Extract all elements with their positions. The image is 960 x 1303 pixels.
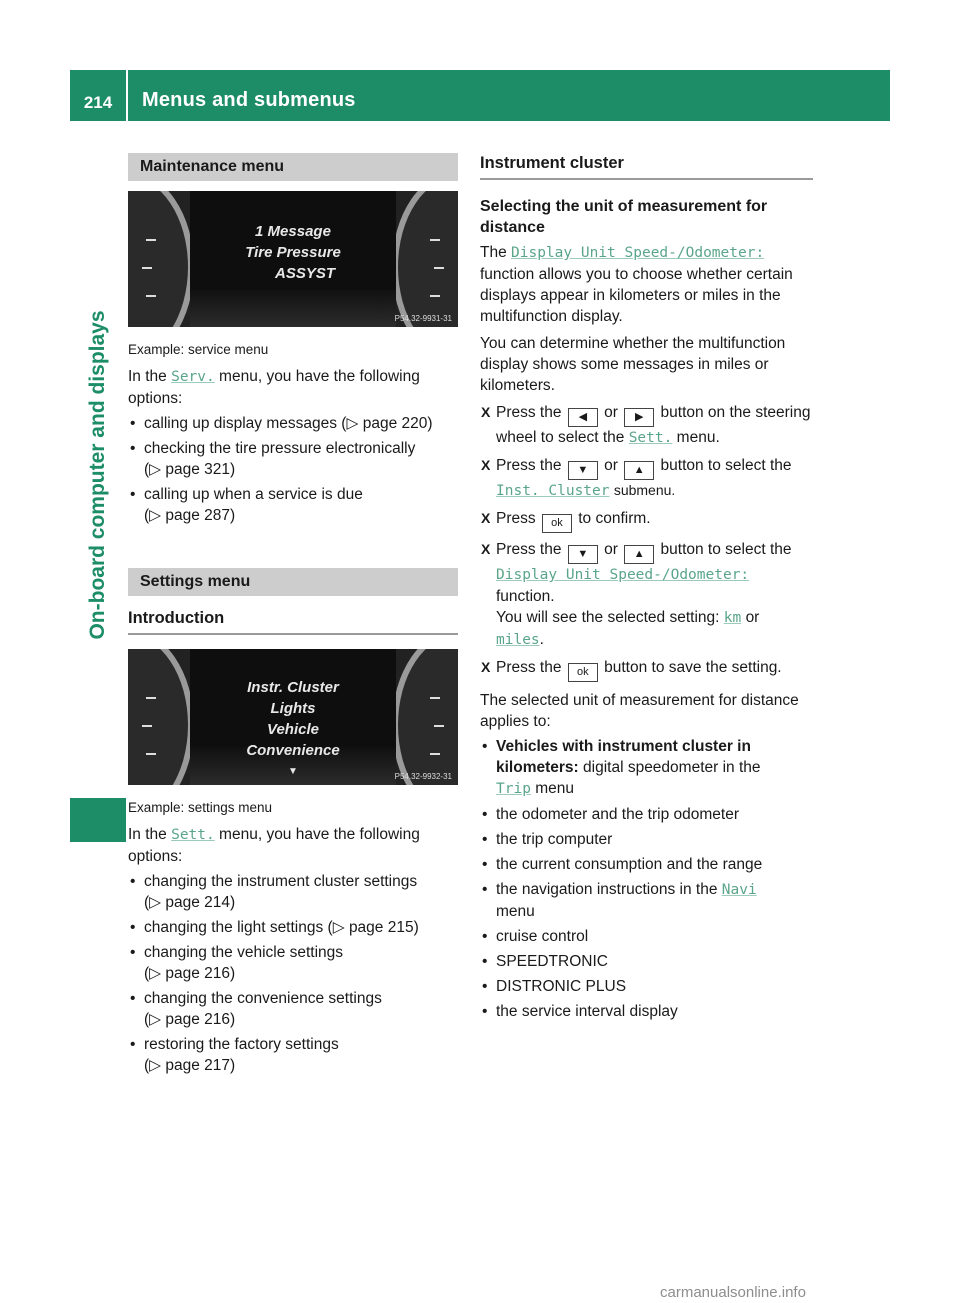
settings-menu-caption: Example: settings menu xyxy=(128,800,273,815)
side-chapter-label: On-board computer and displays xyxy=(86,310,109,640)
display-line-4: Convenience xyxy=(246,742,340,759)
down-arrow-key-icon: ▼ xyxy=(568,461,598,480)
display-line-3: ASSYST xyxy=(274,265,335,282)
display-line-1: Instr. Cluster xyxy=(247,679,339,696)
display-line-2: Tire Pressure xyxy=(245,244,341,261)
list-item: • the odometer and the trip odometer xyxy=(480,804,813,825)
up-arrow-key-icon: ▲ xyxy=(624,545,654,564)
list-item: • DISTRONIC PLUS xyxy=(480,976,813,997)
list-item: • Vehicles with instrument cluster in kilometers: digital speedometer in the Trip menu xyxy=(480,736,813,800)
right-gauge xyxy=(392,191,458,327)
service-menu-caption: Example: service menu xyxy=(128,342,269,357)
service-menu-image xyxy=(128,191,458,327)
scroll-down-icon: ▼ xyxy=(288,766,298,777)
display-line-2: Lights xyxy=(270,700,316,717)
step-1: X Press the ◀ or ▶ button on the steering wheel to select the Sett. menu. xyxy=(480,402,813,449)
list-item: • changing the convenience settings (▷ page 216) xyxy=(128,988,458,1030)
introduction-heading: Introduction xyxy=(128,608,458,635)
unit-paragraph-2: You can determine whether the multifunction display shows some messages in miles or kilometers. xyxy=(480,335,786,394)
ok-key-icon: ok xyxy=(568,663,598,682)
list-item: • the service interval display xyxy=(480,1001,813,1022)
image-code: P54.32-9932-31 xyxy=(394,772,452,781)
down-arrow-key-icon: ▼ xyxy=(568,545,598,564)
page-title: Menus and submenus xyxy=(142,89,356,111)
display-line-3: Vehicle xyxy=(267,721,319,738)
left-gauge xyxy=(128,191,194,327)
left-column xyxy=(128,153,458,1076)
page-number: 214 xyxy=(83,93,113,112)
applies-paragraph: The selected unit of measurement for distance applies to: xyxy=(480,692,799,730)
list-item: • the navigation instructions in the Navi menu xyxy=(480,879,813,922)
settings-menu-image xyxy=(128,649,458,785)
list-item: • calling up when a service is due (▷ page 287) xyxy=(128,484,458,526)
maintenance-menu-heading: Maintenance menu xyxy=(128,153,458,181)
list-item: • calling up display messages (▷ page 220) xyxy=(128,413,458,434)
list-item: • cruise control xyxy=(480,926,813,947)
watermark: carmanualsonline.info xyxy=(660,1284,806,1301)
list-item: • restoring the factory settings (▷ page 217) xyxy=(128,1034,458,1076)
ok-key-icon: ok xyxy=(542,514,572,533)
service-menu-intro: In the Serv. menu, you have the following options: xyxy=(128,368,420,407)
right-column xyxy=(480,153,813,1022)
list-item: • the current consumption and the range xyxy=(480,854,813,875)
step-5: X Press the ok button to save the setting. xyxy=(480,657,813,682)
unit-paragraph-1: The Display Unit Speed-/Odometer: function allows you to choose whether certain displays appear in kilometers or miles in the multifunction display. xyxy=(480,244,793,325)
display-line-1: 1 Message xyxy=(255,223,331,240)
unit-selection-subheading: Selecting the unit of measurement for distance xyxy=(480,198,768,236)
up-arrow-key-icon: ▲ xyxy=(624,461,654,480)
left-arrow-key-icon: ◀ xyxy=(568,408,598,427)
side-tab-marker xyxy=(70,798,126,842)
step-3: X Press ok to confirm. xyxy=(480,508,813,533)
right-arrow-key-icon: ▶ xyxy=(624,408,654,427)
settings-menu-intro: In the Sett. menu, you have the following options: xyxy=(128,826,420,865)
settings-menu-heading: Settings menu xyxy=(128,568,458,596)
list-item: • checking the tire pressure electronically (▷ page 321) xyxy=(128,438,458,480)
instrument-cluster-heading: Instrument cluster xyxy=(480,153,813,180)
list-item: • the trip computer xyxy=(480,829,813,850)
list-item: • changing the instrument cluster settings (▷ page 214) xyxy=(128,871,458,913)
list-item: • changing the vehicle settings (▷ page 216) xyxy=(128,942,458,984)
list-item: • changing the light settings (▷ page 215) xyxy=(128,917,458,938)
image-code: P54.32-9931-31 xyxy=(394,314,452,323)
step-2: X Press the ▼ or ▲ button to select the Inst. Cluster submenu. xyxy=(480,455,813,502)
step-4: X Press the ▼ or ▲ button to select the Display Unit Speed-/Odometer: function. You will see the selected setting: km or miles. xyxy=(480,539,813,651)
list-item: • SPEEDTRONIC xyxy=(480,951,813,972)
